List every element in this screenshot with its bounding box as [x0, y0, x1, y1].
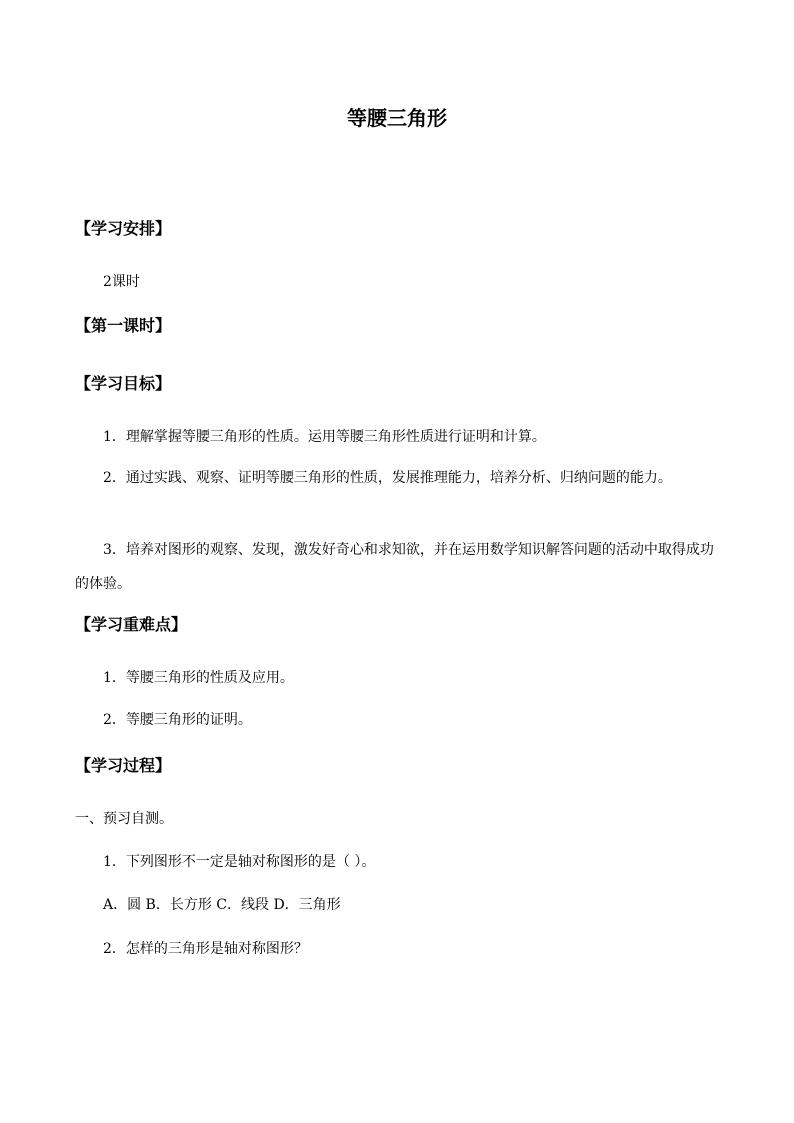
keypoint-item-1: 1．等腰三角形的性质及应用。 [103, 670, 294, 686]
heading-schedule: 【学习安排】 [75, 219, 172, 238]
objective-item-3: 3．培养对图形的观察、发现，激发好奇心和求知欲，并在运用数学知识解答问题的活动中取得成功的体验。 [75, 542, 714, 592]
heading-process: 【学习过程】 [75, 756, 172, 775]
objective-item-1: 1．理解掌握等腰三角形的性质。运用等腰三角形性质进行证明和计算。 [103, 429, 546, 445]
question-1-options: A．圆 B．长方形 C．线段 D．三角形 [103, 897, 341, 913]
process-part-title: 一、预习自测。 [75, 811, 173, 827]
heading-lesson-one: 【第一课时】 [75, 316, 172, 335]
objective-item-2: 2．通过实践、观察、证明等腰三角形的性质，发展推理能力，培养分析、归纳问题的能力。 [103, 470, 672, 486]
heading-keypoints: 【学习重难点】 [75, 615, 188, 634]
keypoint-item-2: 2．等腰三角形的证明。 [103, 712, 252, 728]
heading-objectives: 【学习目标】 [75, 374, 172, 393]
question-1: 1．下列图形不一定是轴对称图形的是（ ）。 [103, 854, 376, 870]
document-title: 等腰三角形 [347, 106, 447, 130]
schedule-text: 2课时 [103, 274, 140, 290]
question-2: 2．怎样的三角形是轴对称图形？ [103, 941, 308, 957]
